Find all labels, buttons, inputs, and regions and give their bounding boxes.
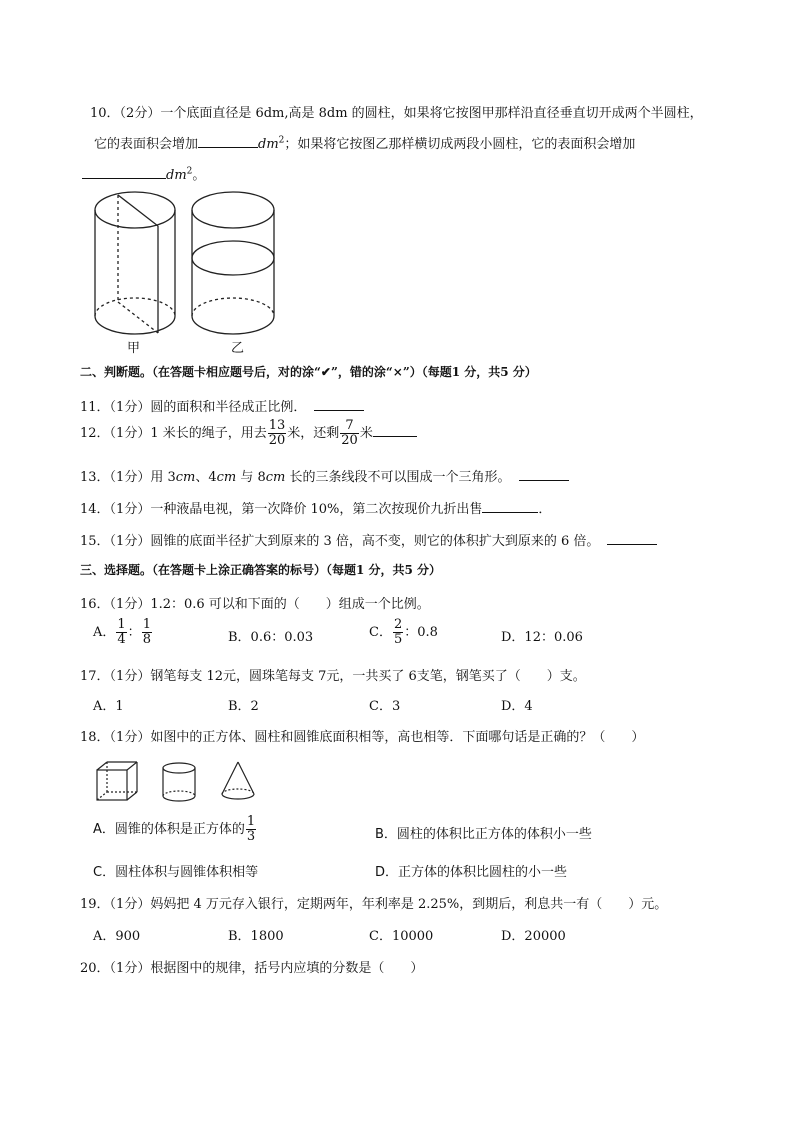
q16-a-frac-1-den: 4 [117, 632, 126, 647]
q12-frac-1-den: 20 [268, 433, 286, 448]
q16-a-sep: ： [127, 625, 141, 640]
q13-cm-2: cm [216, 470, 237, 485]
q10-blank-2[interactable] [82, 166, 166, 179]
small-cylinder-shape [163, 763, 195, 801]
q18-option-c[interactable]: C．圆柱体积与圆锥体积相等 [93, 865, 259, 880]
q16-option-c[interactable] [369, 618, 438, 648]
q12-text-a: 12．（1分）1 米长的绳子，用去 [80, 426, 267, 441]
q16-a-frac-2-num: 1 [142, 617, 151, 632]
q18-option-b[interactable]: B．圆柱的体积比正方体的体积小一些 [375, 827, 592, 842]
q19-stem: 19．（1分）妈妈把 4 万元存入银行，定期两年，年利率是 2.25%，到期后，利息共一有（ ）元。 [80, 897, 668, 912]
cylinder-jia [95, 192, 175, 334]
q18-option-d[interactable]: D．正方体的体积比圆柱的小一些 [375, 865, 568, 880]
q16-c-label: C． [369, 625, 392, 640]
cylinder-yi [192, 192, 274, 334]
q16-option-b[interactable]: B．0.6：0.03 [228, 630, 314, 645]
q12-blank[interactable] [373, 424, 417, 437]
q10-blank-1[interactable] [198, 135, 258, 148]
q14-blank[interactable] [482, 500, 538, 513]
q13-text-b: 、4 [195, 470, 217, 485]
q12-frac-1 [268, 419, 287, 448]
q13-text-c: 与 8 [236, 470, 266, 485]
cone-shape [222, 762, 254, 799]
q14 [80, 498, 551, 517]
q15 [80, 530, 657, 549]
q12-text-b: 米，还剩 [287, 426, 340, 441]
q19-option-d[interactable]: D．20000 [501, 929, 566, 944]
q13 [80, 466, 569, 485]
q10-line3-end: 。 [192, 168, 206, 183]
q12-frac-1-num: 13 [268, 418, 286, 433]
q19-option-c[interactable]: C．10000 [369, 929, 434, 944]
q18-stem: 18．（1分）如图中的正方体、圆柱和圆锥底面积相等，高也相等．下面哪句话是正确的？（ ） [80, 730, 645, 745]
q10-line2 [94, 133, 635, 152]
q16-a-frac-2-den: 8 [142, 632, 151, 647]
q15-text: 15．（1分）圆锥的底面半径扩大到原来的 3 倍，高不变，则它的体积扩大到原来的 6 倍。 [80, 534, 600, 549]
cylinders-figure [90, 188, 290, 338]
q12 [80, 419, 417, 449]
q12-text-c: 米 [359, 426, 373, 441]
q10-line2-text: 它的表面积会增加 [94, 137, 199, 152]
q18-a-frac-den: 3 [246, 829, 256, 844]
q19-option-a[interactable]: A．900 [93, 929, 141, 944]
q14-text: 14．（1分）一种液晶电视，第一次降价 10%，第二次按现价九折出售 [80, 502, 483, 517]
q15-blank[interactable] [607, 532, 657, 545]
q13-text-d: 长的三条线段不可以围成一个三角形。 [285, 470, 511, 485]
q16-c-rest: ：0.8 [404, 625, 438, 640]
q11 [80, 396, 364, 415]
q13-cm-1: cm [175, 470, 196, 485]
q16-c-frac-num: 2 [393, 617, 403, 632]
q16-a-frac-2 [142, 618, 152, 647]
q10-line3 [82, 164, 205, 183]
q12-frac-2-den: 20 [341, 433, 358, 448]
q18-a-text: A．圆锥的体积是正方体的 [93, 822, 245, 837]
q14-end: ． [538, 502, 552, 517]
q16-stem: 16．（1分）1.2：0.6 可以和下面的（ ）组成一个比例。 [80, 597, 430, 612]
section3-title: 三、选择题。（在答题卡上涂正确答案的标号）（每题1 分，共5 分） [80, 563, 442, 577]
q17-option-c[interactable]: C．3 [369, 699, 401, 714]
q13-blank[interactable] [519, 468, 569, 481]
q10-sup-1: 2 [278, 135, 285, 146]
q18-a-frac-num: 1 [246, 814, 256, 829]
label-jia: 甲 [127, 341, 141, 356]
q18-option-a[interactable] [93, 815, 257, 845]
q12-frac-2 [340, 419, 359, 448]
q13-text-a: 13．（1分）用 3 [80, 470, 176, 485]
q17-option-b[interactable]: B．2 [228, 699, 259, 714]
section2-title: 二、判断题。（在答题卡相应题号后，对的涂“✔”，错的涂“×”）（每题1 分，共5 分） [80, 365, 537, 379]
q10-unit-2: dm [166, 168, 187, 183]
q16-c-frac-den: 5 [393, 632, 403, 647]
q20-stem: 20．（1分）根据图中的规律，括号内应填的分数是（ ） [80, 961, 424, 976]
q16-a-label: A． [93, 625, 116, 640]
q13-cm-3: cm [265, 470, 286, 485]
q16-option-a[interactable] [93, 618, 153, 648]
q17-option-d[interactable]: D．4 [501, 699, 533, 714]
q11-blank[interactable] [314, 398, 364, 411]
q19-option-b[interactable]: B．1800 [228, 929, 284, 944]
q17-stem: 17．（1分）钢笔每支 12元，圆珠笔每支 7元，一共买了 6支笔，钢笔买了（ ）支。 [80, 669, 586, 684]
q16-option-d[interactable]: D．12：0.06 [501, 630, 583, 645]
q10-unit-1: dm [258, 137, 279, 152]
q18-a-frac [246, 815, 256, 844]
q17-option-a[interactable]: A．1 [93, 699, 124, 714]
q16-a-frac-1 [116, 618, 126, 647]
q10-line1: 10．（2分）一个底面直径是 6dm,高是 8dm 的圆柱，如果将它按图甲那样沿直径垂直切开成两个半圆柱， [90, 106, 703, 121]
q16-c-frac [393, 618, 403, 647]
q10-sup-2: 2 [186, 166, 193, 177]
q10-line2-rest: ；如果将它按图乙那样横切成两段小圆柱，它的表面积会增加 [284, 137, 636, 152]
label-yi: 乙 [231, 341, 245, 356]
q12-frac-2-num: 7 [340, 419, 359, 434]
q11-text: 11．（1分）圆的面积和半径成正比例． [80, 400, 307, 415]
cube-shape [97, 762, 137, 800]
q16-a-frac-1-num: 1 [117, 617, 126, 632]
solids-figure [95, 760, 295, 805]
